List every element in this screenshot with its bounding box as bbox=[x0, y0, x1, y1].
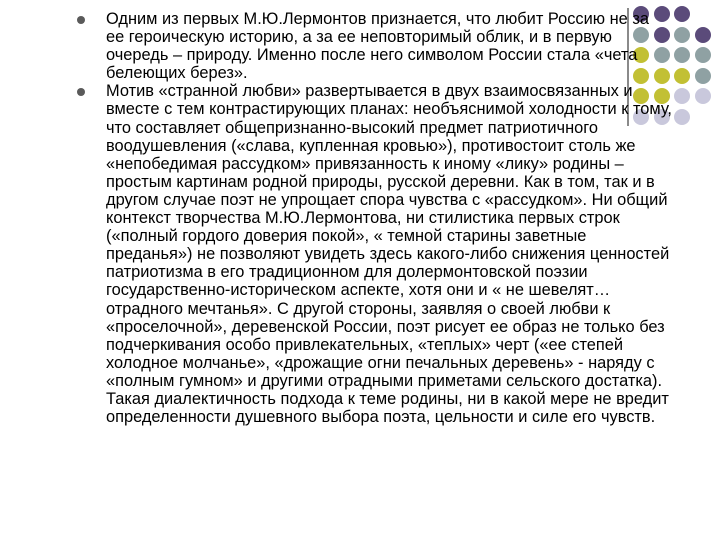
decorative-dot bbox=[695, 27, 711, 43]
bullet-list bbox=[74, 10, 674, 426]
list-item bbox=[74, 10, 674, 82]
decorative-dot bbox=[695, 88, 711, 104]
bullet-icon bbox=[77, 88, 85, 96]
slide-body bbox=[74, 10, 674, 426]
decorative-dot bbox=[674, 27, 690, 43]
decorative-dot bbox=[674, 68, 690, 84]
bullet-icon bbox=[77, 16, 85, 24]
list-item bbox=[74, 82, 674, 426]
decorative-dot bbox=[674, 88, 690, 104]
paragraph-1: Одним из первых М.Ю.Лермонтов признается, что любит Россию не за ее героическую историю, а за ее неповторимый облик, и в первую очередь – природу. Именно после него символом России стала «чета белеющих берез». bbox=[106, 10, 649, 83]
decorative-dot bbox=[674, 6, 690, 22]
decorative-dot bbox=[674, 109, 690, 125]
decorative-dot bbox=[674, 47, 690, 63]
decorative-dot bbox=[695, 47, 711, 63]
paragraph-2: Мотив «странной любви» развертывается в двух взаимосвязанных и вместе с тем контрастирующих планах: необъяснимой холодности к тому, что составляет общепризнанно-высокий предмет патриотичного воодушевления («слава, купленная кровью»), противостоит столь же «непобедимая рассудком» привязанность к иному «лику» родины – простым картинам родной природы, русской деревни. Как в том, так и в другом случае поэт не упрощает спора чувства с «рассудком». Ни общий контекст творчества М.Ю.Лермонтова, ни стилистика первых строк («полный гордого доверия покой», « темной старины заветные преданья») не позволяют увидеть здесь какого-либо снижения ценностей патриотизма в его традиционном для долермонтовской поэзии государственно-историческом аспекте, хотя они и « не шевелят… отрадного мечтанья». С другой стороны, заявляя о своей любви к «проселочной», деревенской России, поэт рисует ее образ не только без подчеркивания особо привлекательных, «теплых» черт («ее степей холодное молчанье», «дрожащие огни печальных деревень» - наряду с «полным гумном» и другими отрадными приметами сельского достатка). Такая диалектичность подхода к теме родины, ни в какой мере не вредит определенности душевного выбора поэта, цельности и силе его чувств. bbox=[106, 82, 672, 427]
decorative-dot bbox=[695, 68, 711, 84]
